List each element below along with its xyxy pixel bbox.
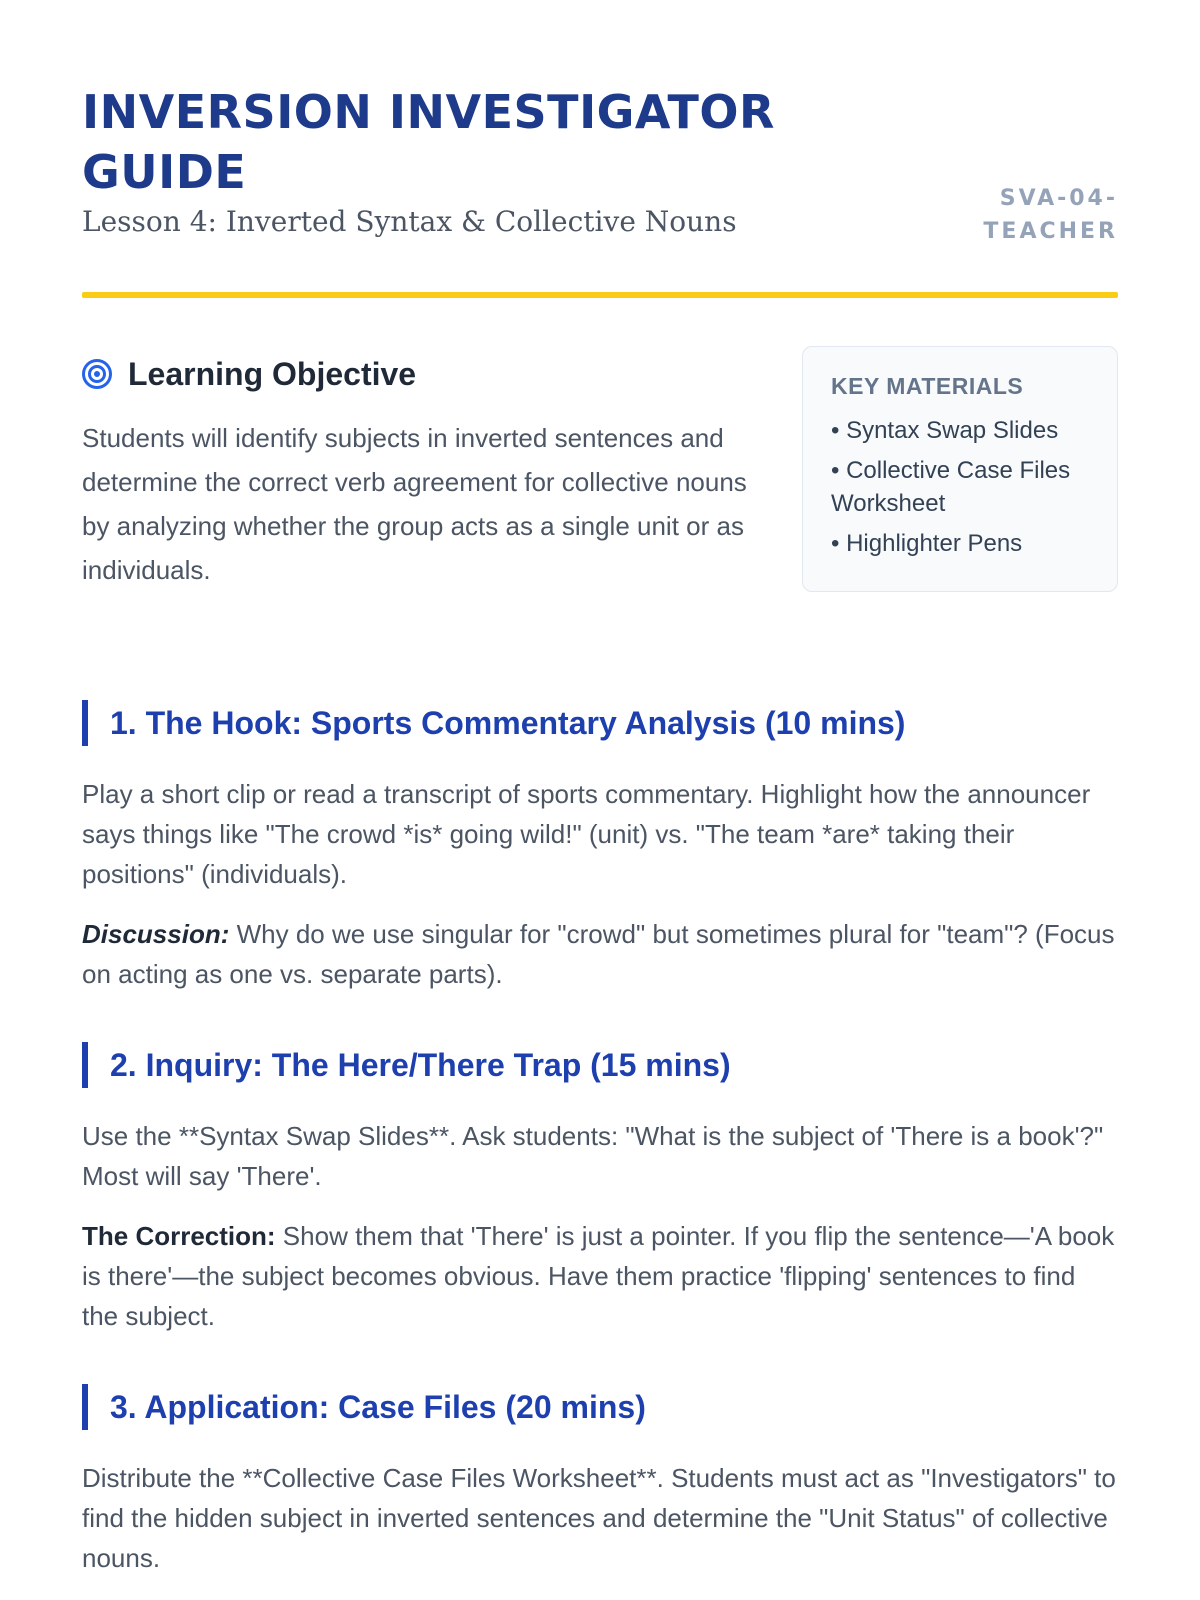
document-code: SVA-04-TEACHER: [983, 186, 1118, 244]
learning-objective: [82, 352, 772, 592]
section-hook: [82, 700, 1118, 994]
key-materials-box: [802, 346, 1118, 592]
paragraph-text: Show them that 'There' is just a pointer. If you flip the sentence—'A book is there'—the subject becomes obvious. Have them practice 'flipping' sentences to find the subject.: [82, 1221, 1115, 1331]
section-paragraph: [82, 1458, 1118, 1578]
section-heading: 3. Application: Case Files (20 mins): [82, 1384, 1118, 1430]
page-title: INVERSION INVESTIGATOR GUIDE: [82, 85, 775, 199]
section-inquiry: [82, 1042, 1118, 1336]
objective-heading: [82, 352, 772, 396]
paragraph-lead: Discussion:: [82, 919, 230, 949]
section-paragraph: [82, 914, 1118, 994]
section-paragraph: [82, 774, 1118, 894]
materials-item: • Syntax Swap Slides: [831, 414, 1089, 447]
objective-row: [82, 352, 1118, 652]
section-heading: 2. Inquiry: The Here/There Trap (15 mins): [82, 1042, 1118, 1088]
objective-title: Learning Objective: [128, 355, 417, 392]
materials-title: KEY MATERIALS: [831, 373, 1024, 399]
materials-list: [831, 414, 1089, 560]
target-icon: [82, 359, 112, 389]
paragraph-text: Why do we use singular for "crowd" but sometimes plural for "team"? (Focus on acting as one vs. separate parts).: [82, 919, 1115, 989]
paragraph-text: Use the **Syntax Swap Slides**. Ask students: "What is the subject of 'There is a book'?" Most will say 'There'.: [82, 1121, 1104, 1191]
section-paragraph: [82, 1216, 1118, 1336]
paragraph-text: Play a short clip or read a transcript of sports commentary. Highlight how the announcer says things like "The crowd *is* going wild!" (unit) vs. "The team *are* taking their positions" (individuals).: [82, 779, 1091, 889]
section-paragraph: [82, 1116, 1118, 1196]
page-header: [82, 0, 1118, 244]
paragraph-lead: The Correction:: [82, 1221, 276, 1251]
page-subtitle: Lesson 4: Inverted Syntax & Collective Nouns: [82, 205, 737, 238]
paragraph-text: Distribute the **Collective Case Files Worksheet**. Students must act as "Investigators" to find the hidden subject in inverted sentences and determine the "Unit Status" of collective nouns.: [82, 1463, 1116, 1573]
objective-text: Students will identify subjects in inverted sentences and determine the correct verb agreement for collective nouns by analyzing whether the group acts as a single unit or as individuals.: [82, 423, 747, 585]
section-heading: 1. The Hook: Sports Commentary Analysis (10 mins): [82, 700, 1118, 746]
materials-item: • Collective Case Files Worksheet: [831, 454, 1089, 520]
header-divider: [82, 292, 1118, 298]
section-application: [82, 1384, 1118, 1578]
materials-item: • Highlighter Pens: [831, 527, 1089, 560]
